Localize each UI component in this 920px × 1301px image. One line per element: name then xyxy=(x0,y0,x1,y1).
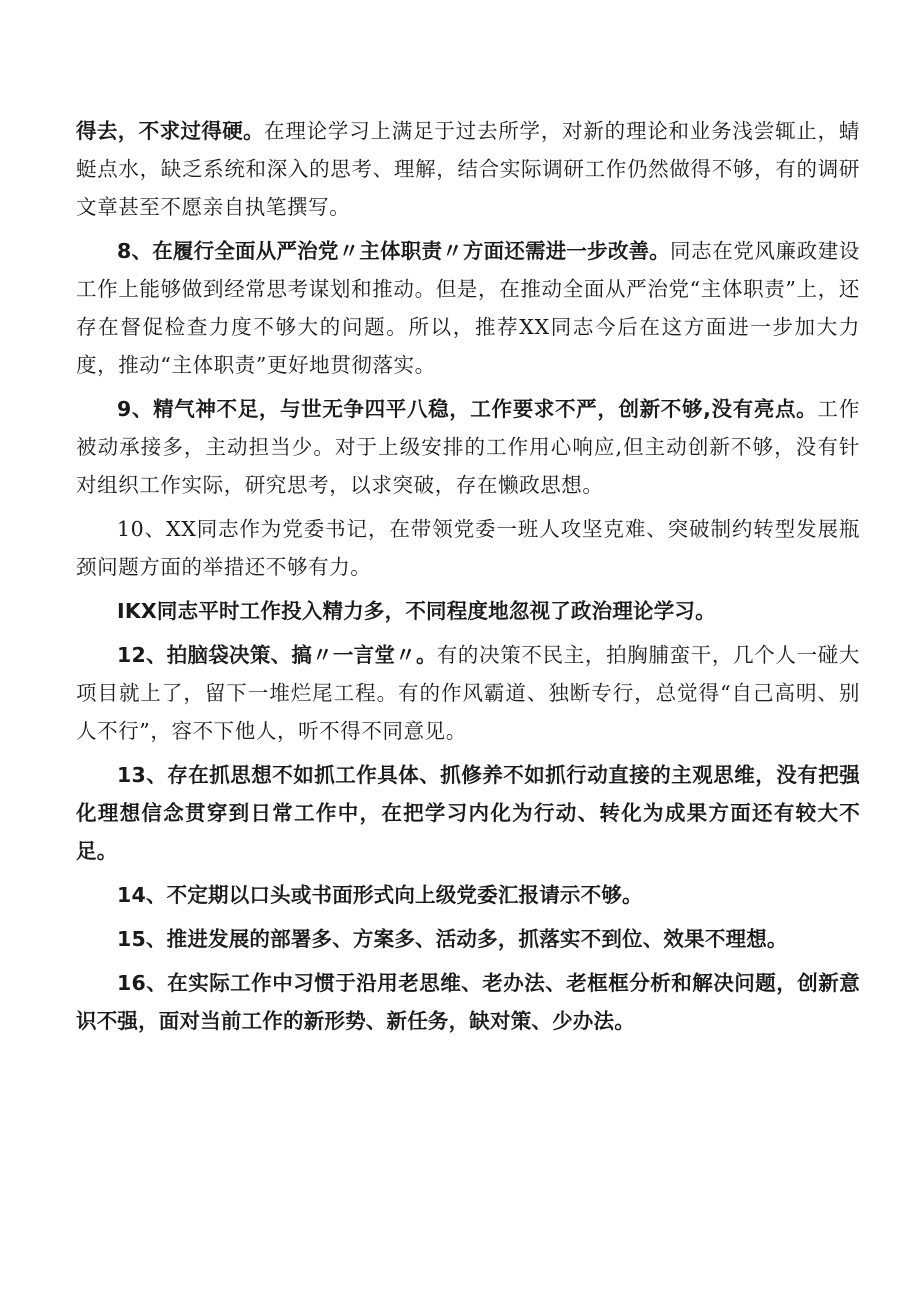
paragraph-item-12 xyxy=(76,636,860,750)
paragraph-1-heading: 得去，不求过得硬。 xyxy=(76,119,265,143)
paragraph-item-15 xyxy=(76,920,860,958)
paragraph-item-13 xyxy=(76,756,860,870)
item-12-body: 有的决策不民主，拍胸脯蛮干，几个人一碰大项目就上了，留下一堆烂尾工程。有的作风霸道、独断专行，总觉得“自己高明、别人不行”，容不下他人，听不得不同意见。 xyxy=(76,643,860,743)
paragraph-item-16 xyxy=(76,964,860,1040)
item-8-heading: 8、在履行全面从严治党〃主体职责〃方面还需进一步改善。 xyxy=(117,239,670,263)
paragraph-1-body: 在理论学习上满足于过去所学，对新的理论和业务浅尝辄止，蜻蜓点水，缺乏系统和深入的思考、理解，结合实际调研工作仍然做得不够，有的调研文章甚至不愿亲自执笔撰写。 xyxy=(76,119,860,219)
item-13-heading: 13、存在抓思想不如抓工作具体、抓修养不如抓行动直接的主观思维，没有把强化理想信念贯穿到日常工作中，在把学习内化为行动、转化为成果方面还有较大不足。 xyxy=(76,763,860,863)
item-10-body: 10、XX同志作为党委书记，在带领党委一班人攻坚克难、突破制约转型发展瓶颈问题方面的举措还不够有力。 xyxy=(76,517,860,579)
item-8-body: 同志在党风廉政建设工作上能够做到经常思考谋划和推动。但是，在推动全面从严治党“主体职责”上，还存在督促检查力度不够大的问题。所以，推荐XX同志今后在这方面进一步加大力度，推动“主体职责”更好地贯彻落实。 xyxy=(76,239,860,377)
paragraph-item-9 xyxy=(76,390,860,504)
item-14-heading: 14、不定期以口头或书面形式向上级党委汇报请示不够。 xyxy=(117,883,643,907)
paragraph-1 xyxy=(76,112,860,226)
item-16-heading: 16、在实际工作中习惯于沿用老思维、老办法、老框框分析和解决问题，创新意识不强，面对当前工作的新形势、新任务，缺对策、少办法。 xyxy=(76,971,860,1033)
paragraph-item-10 xyxy=(76,510,860,586)
item-15-heading: 15、推进发展的部署多、方案多、活动多，抓落实不到位、效果不理想。 xyxy=(117,927,788,951)
paragraph-item-8 xyxy=(76,232,860,384)
item-9-body: 工作被动承接多，主动担当少。对于上级安排的工作用心响应,但主动创新不够，没有针对组织工作实际，研究思考，以求突破，存在懒政思想。 xyxy=(76,397,860,497)
paragraph-item-14 xyxy=(76,876,860,914)
paragraph-item-11 xyxy=(76,592,860,630)
item-9-heading: 9、精气神不足，与世无争四平八稳，工作要求不严，创新不够,没有亮点。 xyxy=(117,397,818,421)
item-12-heading: 12、拍脑袋决策、搞〃一言堂〃。 xyxy=(117,643,437,667)
item-11-heading: IKX同志平时工作投入精力多，不同程度地忽视了政治理论学习。 xyxy=(117,599,716,623)
